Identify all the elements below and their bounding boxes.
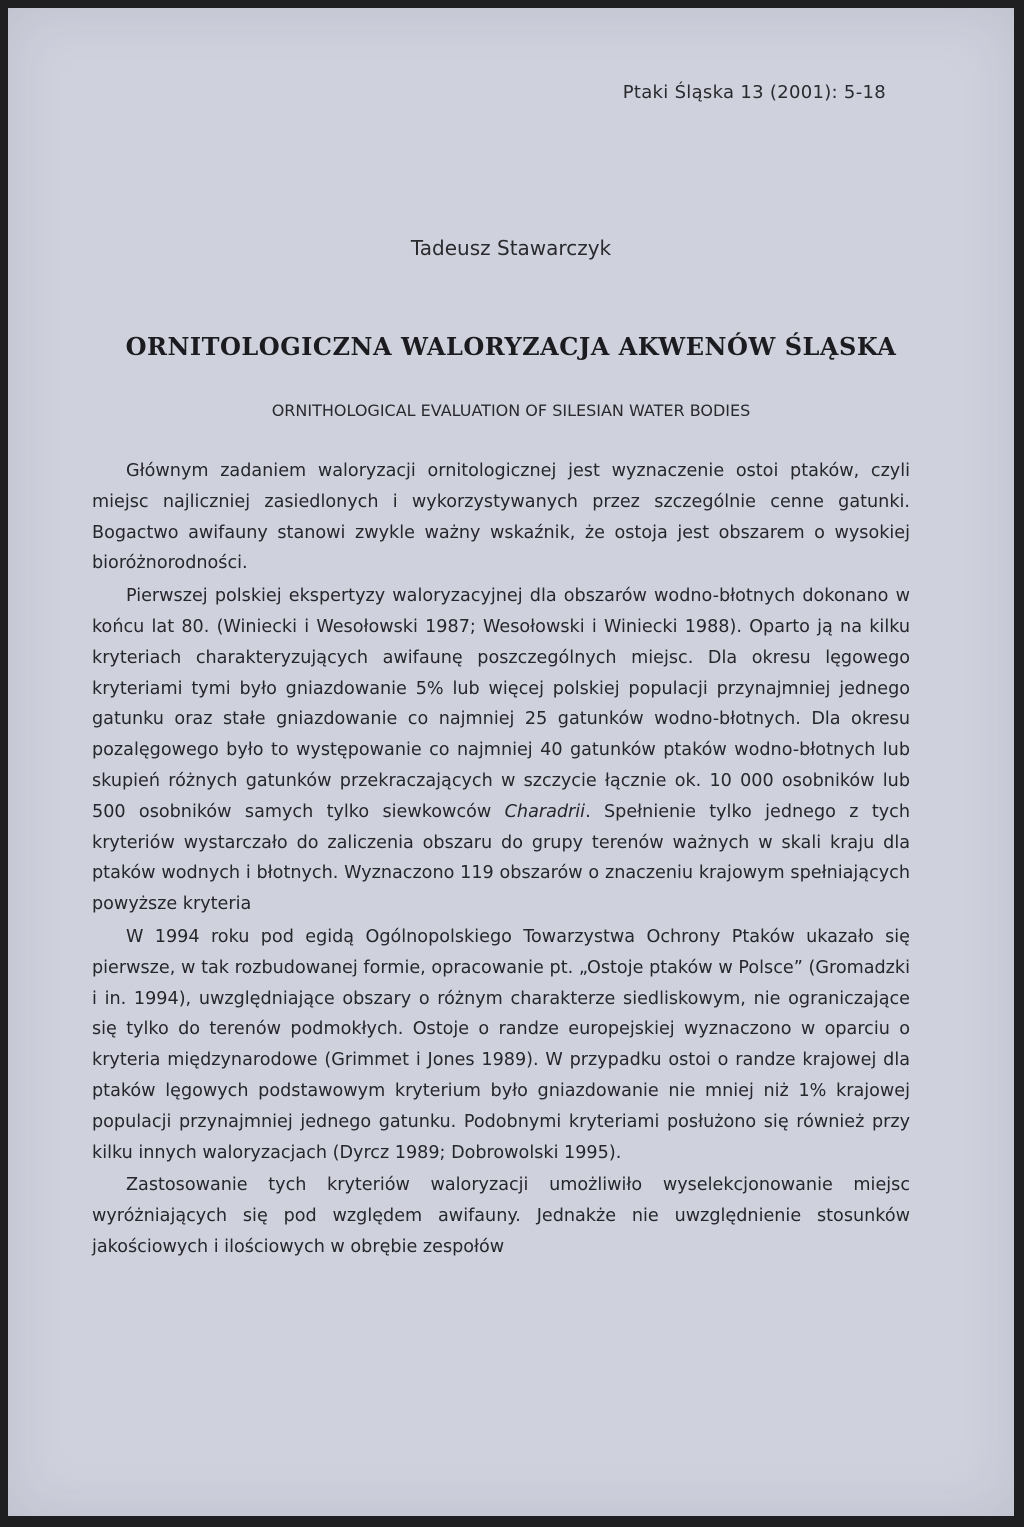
journal-page — [8, 8, 1014, 1516]
paragraph-1: Głównym zadaniem waloryzacji ornitologicznej jest wyznaczenie ostoi ptaków, czyli miejsc najliczniej zasiedlonych i wykorzystywanych przez szczególnie cenne gatunki. Bogactwo awifauny stanowi zwykle ważny wskaźnik, że ostoja jest obszarem o wysokiej bioróżnorodności. — [92, 461, 910, 574]
paragraph-4: Zastosowanie tych kryteriów waloryzacji umożliwiło wyselekcjonowanie miejsc wyróżniających się pod względem awifauny. Jednakże nie uwzględnienie stosunków jakościowych i ilościowych w obrębie zespołów — [92, 1175, 910, 1257]
running-head: Ptaki Śląska 13 (2001): 5-18 — [622, 82, 886, 103]
article-title-english: ORNITHOLOGICAL EVALUATION OF SILESIAN WATER BODIES — [271, 401, 751, 420]
article-body — [92, 456, 910, 1263]
author-name: Tadeusz Stawarczyk — [410, 236, 612, 260]
article-title-polish: ORNITOLOGICZNA WALORYZACJA AKWENÓW ŚLĄSKA — [125, 332, 897, 361]
paragraph-2: Pierwszej polskiej ekspertyzy waloryzacyjnej dla obszarów wodno-błotnych dokonano w końcu lat 80. (Winiecki i Wesołowski 1987; Wesołowski i Winiecki 1988). Oparto ją na kilku kryteriach charakteryzujących awifaunę poszczególnych miejsc. Dla okresu lęgowego kryteriami tymi było gniazdowanie 5% lub więcej polskiej populacji przynajmniej jednego gatunku oraz stałe gniazdowanie co najmniej 25 gatunków wodno-błotnych. Dla okresu pozalęgowego było to występowanie co najmniej 40 gatunków ptaków wodno-błotnych lub skupień różnych gatunków przekraczających w szczycie łącznie ok. 10 000 osobników lub 500 osobników samych tylko siewkowców Charadrii. Spełnienie tylko jednego z tych kryteriów wystarczało do zaliczenia obszaru do grupy terenów ważnych w skali kraju dla ptaków wodnych i błotnych. Wyznaczono 119 obszarów o znaczeniu krajowym spełniających powyższe kryteria — [92, 586, 910, 915]
taxon-name: Charadrii — [504, 801, 586, 822]
paragraph-3: W 1994 roku pod egidą Ogólnopolskiego Towarzystwa Ochrony Ptaków ukazało się pierwsze, w tak rozbudowanej formie, opracowanie pt. „Ostoje ptaków w Polsce” (Gromadzki i in. 1994), uwzględniające obszary o różnym charakterze siedliskowym, nie ograniczające się tylko do terenów podmokłych. Ostoje o randze europejskiej wyznaczono w oparciu o kryteria międzynarodowe (Grimmet i Jones 1989). W przypadku ostoi o randze krajowej dla ptaków lęgowych podstawowym kryterium było gniazdowanie nie mniej niż 1% krajowej populacji przynajmniej jednego gatunku. Podobnymi kryteriami posłużono się również przy kilku innych waloryzacjach (Dyrcz 1989; Dobrowolski 1995). — [92, 926, 910, 1163]
